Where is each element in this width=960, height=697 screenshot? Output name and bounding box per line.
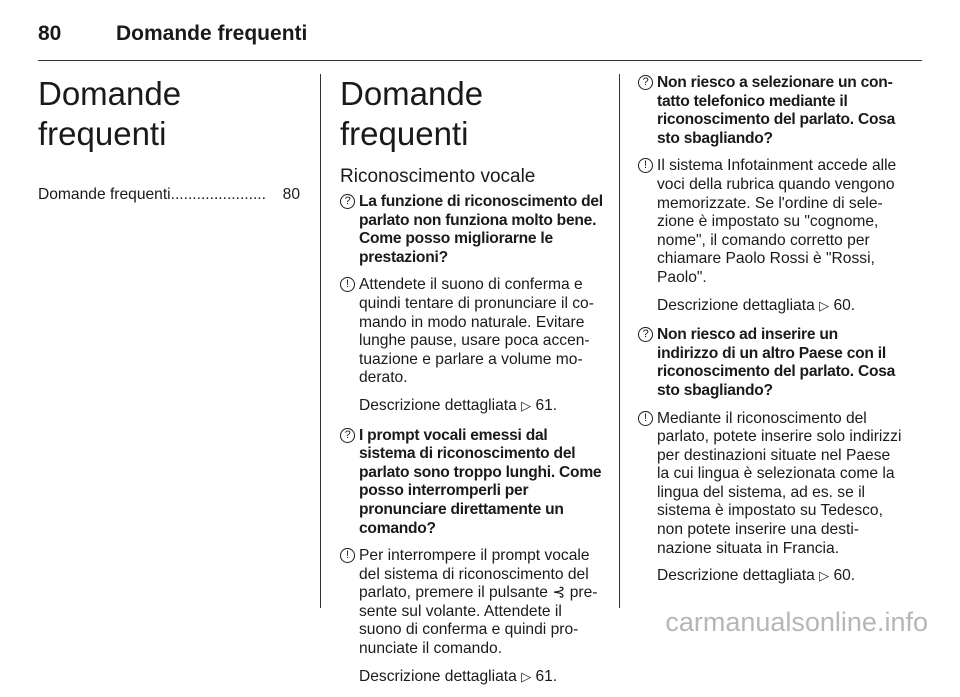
detail-reference[interactable]: [638, 567, 902, 586]
detail-label: Descrizione dettagliata: [359, 396, 517, 414]
detail-page[interactable]: 60.: [833, 567, 856, 585]
detail-page[interactable]: 60.: [833, 296, 856, 314]
question-text: Non riesco ad inserire un indirizzo di un altro Paese con il riconoscimento del parlato. Cosa sto sbagliando?: [657, 326, 896, 399]
toc-dots: ......................: [170, 186, 266, 203]
faq-answer: [340, 276, 605, 388]
header-rule: [38, 60, 922, 61]
section-title: Domande frequenti: [340, 75, 484, 152]
toc-entry[interactable]: [38, 186, 300, 204]
question-text: Non riesco a selezionare un contatto telefonico mediante il riconoscimento del parlato. Cosa sto sbagliando?: [657, 74, 896, 147]
exclamation-icon: !: [638, 158, 653, 173]
chapter-title: Domande frequenti: [38, 75, 182, 152]
faq-column-2: [638, 74, 902, 597]
reference-arrow-icon: ▷: [819, 297, 830, 313]
detail-reference[interactable]: [638, 297, 902, 316]
reference-arrow-icon: ▷: [521, 668, 532, 684]
question-text: La funzione di riconoscimento del parlato non funziona molto bene. Come posso migliorarne le prestazioni?: [359, 193, 603, 266]
toc-page[interactable]: 80: [282, 186, 300, 203]
header-title: Domande frequenti: [116, 22, 308, 45]
answer-text-pre: Per interrompere il prompt vocale del sistema di riconoscimento del parlato, premere il pulsante: [359, 547, 590, 602]
page-header: [38, 22, 307, 46]
faq-answer: [638, 410, 902, 559]
toc-column: [38, 74, 300, 204]
question-icon: ?: [638, 75, 653, 90]
faq-question: [638, 74, 902, 148]
detail-reference[interactable]: [340, 397, 605, 416]
exclamation-icon: !: [638, 411, 653, 426]
faq-question: [340, 193, 605, 267]
toc-label[interactable]: Domande frequenti: [38, 186, 171, 203]
question-icon: ?: [638, 327, 653, 342]
detail-label: Descrizione dettagliata: [657, 567, 815, 585]
faq-question: [638, 326, 902, 400]
answer-text: Attendete il suono di conferma e quindi tentare di pronunciare il comando in modo naturale. Evitare lunghe pause, usare poca accentuazione e parlare a volume moderato.: [359, 276, 594, 387]
answer-text: Mediante il riconoscimento del parlato, potete inserire solo indirizzi per destinazioni situate nel Paese la cui lingua è selezionata come la lingua del sistema, ad es. se il sistema è impostato su Tedesco, non potete inserire una destinazione situata in Francia.: [657, 409, 902, 557]
exclamation-icon: !: [340, 548, 355, 563]
exclamation-icon: !: [340, 277, 355, 292]
detail-label: Descrizione dettagliata: [657, 296, 815, 314]
faq-column-1: [340, 74, 605, 697]
question-icon: ?: [340, 194, 355, 209]
voice-button-icon: ⊰: [552, 584, 566, 602]
column-divider: [619, 74, 620, 608]
answer-text: Il sistema Infotainment accede alle voci della rubrica quando vengono memorizzate. Se l'ordine di selezione è impostato su "cognome, nome", il comando corretto per chiamare Paolo Rossi è "Rossi, Paolo".: [657, 157, 897, 286]
section-subtitle: Riconoscimento vocale: [340, 166, 536, 187]
watermark: carmanualsonline.info: [665, 607, 928, 637]
detail-page[interactable]: 61.: [535, 667, 558, 685]
answer-text-post: presente sul volante. Attendete il suono di conferma e quindi pronunciate il comando.: [359, 584, 598, 658]
question-icon: ?: [340, 428, 355, 443]
reference-arrow-icon: ▷: [521, 397, 532, 413]
reference-arrow-icon: ▷: [819, 568, 830, 584]
detail-label: Descrizione dettagliata: [359, 667, 517, 685]
faq-question: [340, 427, 605, 539]
detail-page[interactable]: 61.: [535, 396, 558, 414]
faq-answer: [638, 157, 902, 287]
question-text: I prompt vocali emessi dal sistema di riconoscimento del parlato sono troppo lunghi. Come posso interromperli per pronunciare direttamente un comando?: [359, 426, 602, 537]
column-divider: [320, 74, 321, 608]
detail-reference[interactable]: [340, 668, 605, 687]
page-number: 80: [38, 22, 62, 45]
